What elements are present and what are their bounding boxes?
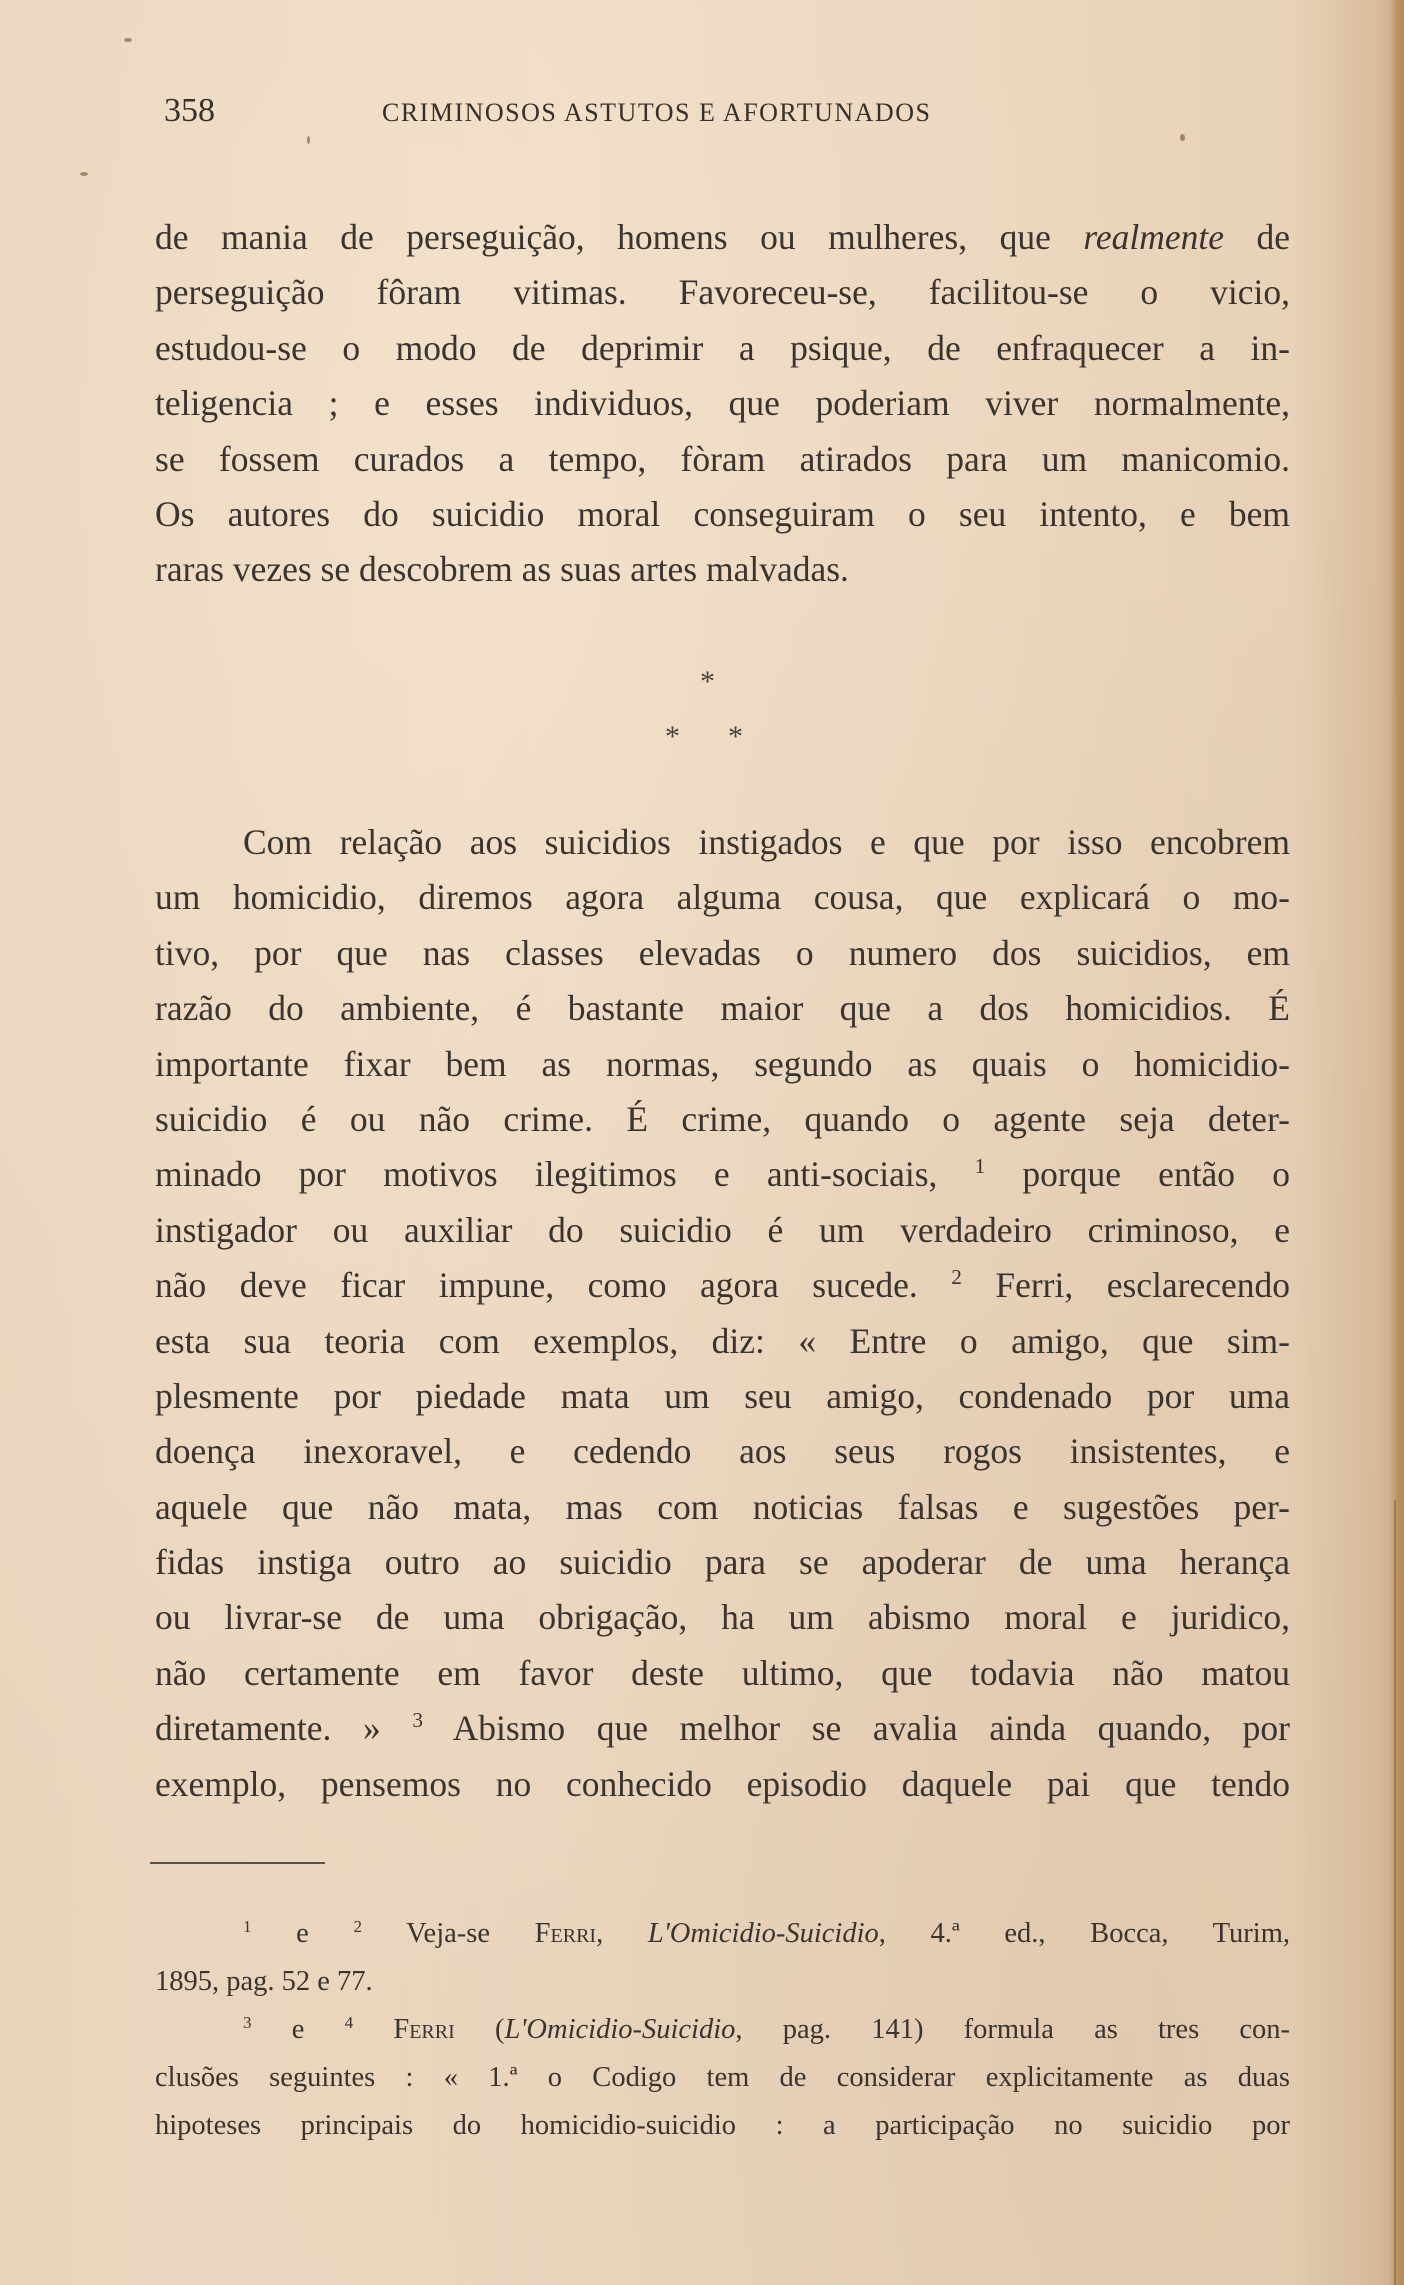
paper-speck [307,136,310,144]
footnote-divider [150,1862,325,1864]
page-number: 358 [164,92,215,129]
text-line: diretamente. » $^3$ Abismo que melhor se avalia ainda quando, por [155,1708,1290,1749]
text-line: se fossem curados a tempo, fòram atirados para um manicomio. [155,438,1290,479]
footnotes [155,1910,1290,2150]
text-line: minado por motivos ilegitimos e anti-sociais, $^1$ porque então o [155,1154,1290,1195]
text-line: não deve ficar impune, como agora sucede. $^2$ Ferri, esclarecendo [155,1265,1290,1306]
page-edge-line [1394,1500,1396,2285]
paper-speck [1180,134,1185,141]
text-line: tivo, por que nas classes elevadas o numero dos suicidios, em [155,932,1290,973]
text-line: de mania de perseguição, homens ou mulheres, que realmente de [155,217,1290,257]
text-line: instigador ou auxiliar do suicidio é um verdadeiro criminoso, e [155,1209,1290,1250]
footnote-ref[interactable]: 2 [951,1265,962,1290]
text-line: plesmente por piedade mata um seu amigo, condenado por uma [155,1375,1290,1416]
text-line: exemplo, pensemos no conhecido episodio daquele pai que tendo [155,1763,1290,1804]
text-line: estudou-se o modo de deprimir a psique, de enfraquecer a in- [155,327,1290,368]
page-edge-shadow [1390,0,1404,2285]
page-header [160,92,1290,132]
text-line: suicidio é ou não crime. É crime, quando o agente seja deter- [155,1098,1290,1139]
book-title: L'Omicidio-Suicidio [504,2014,736,2045]
paper-speck [124,38,132,42]
footnote-line: clusões seguintes : « 1.ª o Codigo tem de considerar explicitamente as duas [155,2062,1290,2093]
text-line: um homicidio, diremos agora alguma cousa, que explicará o mo- [155,877,1290,918]
asterism-section-break [600,665,800,765]
footnote-ref[interactable]: 1 [974,1154,986,1179]
asterisk-icon: * [728,720,743,753]
text-line: ou livrar-se de uma obrigação, ha um abismo moral e juridico, [155,1597,1290,1638]
paper-speck [80,172,88,176]
paragraph-2 [155,815,1290,1812]
running-title: CRIMINOSOS ASTUTOS E AFORTUNADOS [382,98,932,127]
text-line: perseguição fôram vitimas. Favoreceu-se, facilitou-se o vicio, [155,272,1290,313]
footnote-1-2: $^1$ e $^2$ Veja-se Ferri, L'Omicidio-Suicidio, 4.ª ed., Bocca, Turim, [243,1916,1290,1949]
text-line: raras vezes se descobrem as suas artes malvadas. [155,549,849,590]
text-line: aquele que não mata, mas com noticias falsas e sugestões per- [155,1486,1290,1527]
text-line: não certamente em favor deste ultimo, que todavia não matou [155,1652,1290,1693]
text-line: fidas instiga outro ao suicidio para se apoderar de uma herança [155,1542,1290,1583]
text-line: Com relação aos suicidios instigados e que por isso encobrem [243,822,1290,862]
book-title: L'Omicidio-Suicidio [647,1918,879,1949]
text-line: Os autores do suicidio moral conseguiram o seu intento, e bem [155,493,1290,534]
footnote-ref[interactable]: 3 [412,1708,424,1733]
asterisk-icon: * [665,720,680,753]
text-line: doença inexoravel, e cedendo aos seus rogos insistentes, e [155,1431,1290,1472]
text-line: teligencia ; e esses individuos, que poderiam viver normalmente, [155,383,1290,424]
author-name: Ferri [393,2014,455,2045]
text-line: esta sua teoria com exemplos, diz: « Entre o amigo, que sim- [155,1320,1290,1361]
asterisk-icon: * [700,665,715,698]
text-line: importante fixar bem as normas, segundo as quais o homicidio- [155,1043,1290,1084]
footnote-line: hipoteses principais do homicidio-suicidio : a participação no suicidio por [155,2110,1290,2141]
paragraph-1 [155,210,1290,598]
footnote-3-4: $^3$ e $^4$ Ferri (L'Omicidio-Suicidio, pag. 141) formula as tres con- [243,2012,1291,2045]
footnote-line: 1895, pag. 52 e 77. [155,1966,373,1997]
text-line: razão do ambiente, é bastante maior que a dos homicidios. É [155,988,1290,1029]
author-name: Ferri [534,1918,597,1949]
emphasis: realmente [1083,217,1224,257]
